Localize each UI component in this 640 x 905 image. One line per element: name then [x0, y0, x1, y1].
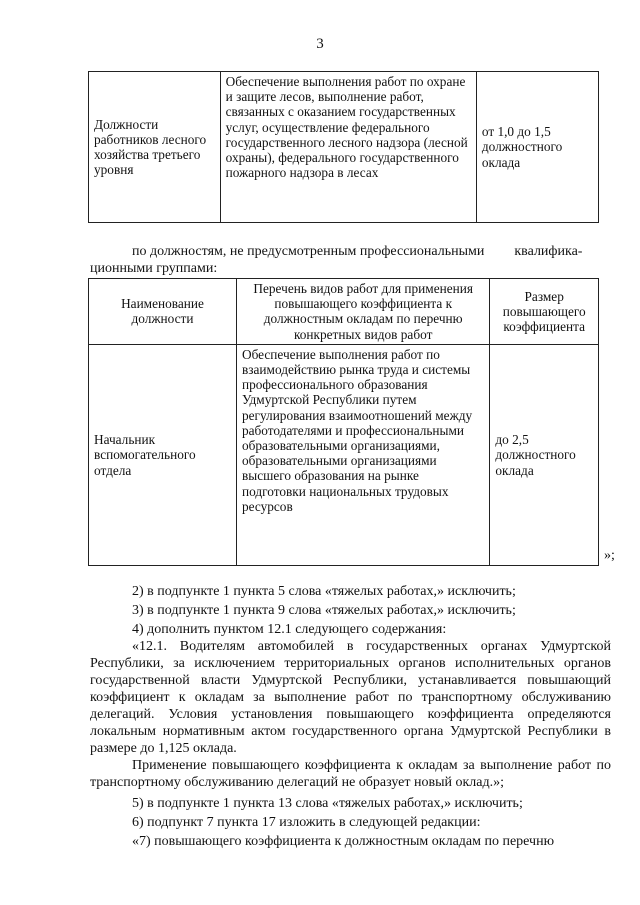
allowance-table-other-positions	[88, 278, 599, 566]
work-types-cell: Обеспечение выполнения работ по охране и защите лесов, выполнение работ, связанных с оказанием государственных услуг, осуществление федерального государственного лесного надзора (лесной охраны), федерального государственного пожарного надзора в лесах	[220, 72, 476, 223]
header-position-name: Наименование должности	[89, 279, 237, 345]
page-number: 3	[316, 36, 324, 52]
paragraph-application: Применение повышающего коэффициента к окладам за выполнение работ по транспортному обслуживанию делегаций не образует новый оклад.»;	[90, 758, 611, 790]
position-name-cell: Должности работников лесного хозяйства третьего уровня	[89, 72, 221, 223]
header-coefficient: Размер повышающего коэффициента	[490, 279, 599, 345]
paragraph-item-3: 3) в подпункте 1 пункта 9 слова «тяжелых работах,» исключить;	[132, 603, 516, 618]
coefficient-cell: до 2,5 должностного оклада	[490, 344, 599, 565]
paragraph-item-4: 4) дополнить пунктом 12.1 следующего содержания:	[132, 622, 447, 637]
allowance-table-forestry	[88, 71, 599, 223]
closing-quote-mark: »;	[604, 548, 615, 563]
coefficient-cell: от 1,0 до 1,5 должностного оклада	[476, 72, 598, 223]
paragraph-item-5: 5) в подпункте 1 пункта 13 слова «тяжелых работах,» исключить;	[132, 796, 523, 811]
table-header-row	[89, 279, 599, 345]
lead-text-part-a: по должностям, не предусмотренным профессиональными	[132, 244, 485, 259]
position-name-cell: Начальник вспомогательного отдела	[89, 344, 237, 565]
table-row	[89, 344, 599, 565]
lead-text-part-b: квалифика-	[514, 244, 583, 259]
table-row	[89, 72, 599, 223]
paragraph-item-6: 6) подпункт 7 пункта 17 изложить в следующей редакции:	[132, 815, 481, 830]
paragraph-item-2: 2) в подпункте 1 пункта 5 слова «тяжелых работах,» исключить;	[132, 584, 516, 599]
lead-text-line2: ционными группами:	[90, 261, 218, 276]
paragraph-point-12-1: «12.1. Водителям автомобилей в государственных органах Удмуртской Республики, за исключением территориальных органов исполнительных органов государственной власти Удмуртской Республики, устанавливается повышающий коэффициент к окладам за выполнение работ по транспортному обслуживанию делегаций. Условия установления повышающего коэффициента определяются локальным нормативным актом государственного органа Удмуртской Республики в размере до 1,125 оклада.	[90, 639, 611, 756]
paragraph-subitem-7: «7) повышающего коэффициента к должностным окладам по перечню	[132, 834, 555, 849]
lead-text-line1	[132, 244, 582, 260]
header-work-types: Перечень видов работ для применения повышающего коэффициента к должностным окладам по перечню конкретных видов работ	[236, 279, 489, 345]
work-types-cell: Обеспечение выполнения работ по взаимодействию рынка труда и системы профессионального образования Удмуртской Республики путем регулирования взаимоотношений между работодателями и профессиональными образовательными организациями, образовательными организациями высшего образования на рынке подготовки национальных трудовых ресурсов	[236, 344, 489, 565]
